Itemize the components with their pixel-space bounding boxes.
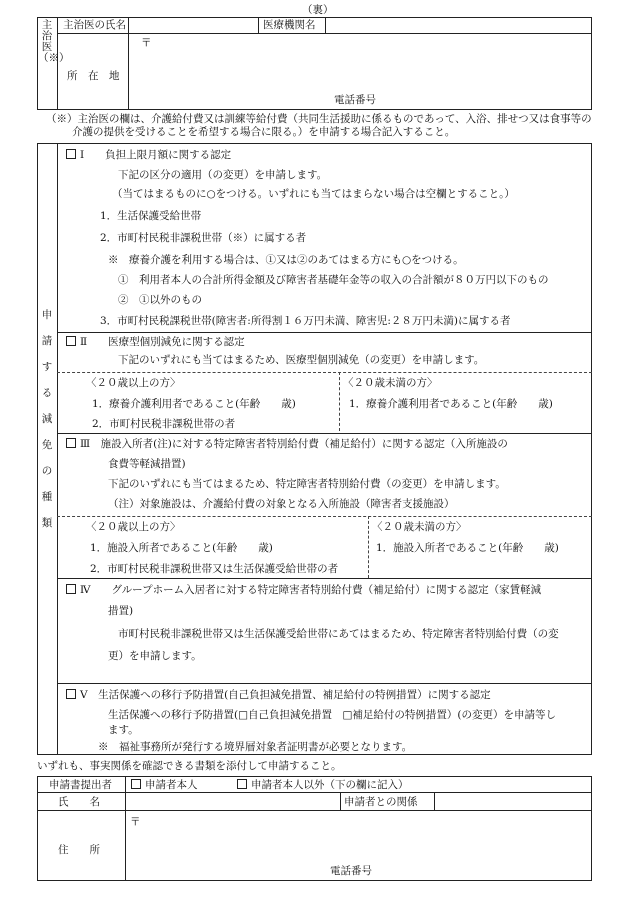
relation-label: 申請者との関係: [344, 796, 418, 808]
applicant-name-label: 氏 名: [58, 796, 100, 808]
physician-name-label: 主治医の氏名: [63, 19, 126, 31]
sec5-checkbox[interactable]: [66, 689, 76, 699]
sec4-title-text: Ⅳ グループホーム入居者に対する特定障害者特別給付費（補足給付）に関する認定（家賃軽減: [80, 584, 542, 596]
sec1-line2: （当てはまるものに○をつける。いずれにも当てはまらない場合は空欄とすること。）: [112, 188, 515, 200]
sec2-left1: 1．療養介護利用者であること(年齢 歳): [92, 398, 296, 410]
submitter-label: 申請書提出者: [49, 779, 112, 791]
sec2-left2: 2．市町村民税非課税世帯の者: [92, 418, 236, 430]
sec5-title-text: Ⅴ 生活保護への移行予防措置(自己負担減免措置、補足給付の特例措置）に関する認定: [80, 689, 491, 701]
sec4-line2: 更）を申請します。: [108, 650, 202, 662]
opt-self[interactable]: [131, 779, 198, 792]
sec3-right1: 1．施設入所者であること(年齢 歳): [376, 542, 559, 554]
sec3-left1: 1．施設入所者であること(年齢 歳): [90, 542, 273, 554]
sec5-title: [66, 689, 491, 702]
physician-side-label: 主治医（※）: [38, 19, 70, 65]
sec1-title-text: Ⅰ 負担上限月額に関する認定: [80, 149, 232, 161]
opt-self-checkbox[interactable]: [131, 779, 141, 789]
sec1-note: ※ 療養介護を利用する場合は、①又は②のあてはまる方にも○をつける。: [108, 254, 464, 266]
sec1-sub1: ① 利用者本人の合計所得金額及び障害者基礎年金等の収入の合計額が８０万円以下のもの: [118, 274, 549, 286]
applicant-postal-mark: 〒: [130, 816, 141, 828]
sec3-title-text: Ⅲ 施設入所者(注)に対する特定障害者特別給付費（補足給付）に関する認定（入所施設の: [80, 438, 508, 450]
sec2-title: [66, 336, 245, 349]
sec5-line2: ます。: [108, 724, 139, 736]
sec3-left-head: 〈２０歳以上の方〉: [86, 521, 181, 533]
opt-other-label: 申請者本人以外（下の欄に記入）: [251, 779, 409, 791]
sec3-left2: 2．市町村民税非課税世帯又は生活保護受給世帯の者: [90, 563, 339, 575]
facility-label: 医療機関名: [263, 19, 316, 31]
opt-other-checkbox[interactable]: [237, 779, 247, 789]
sec2-right-head: 〈２０歳未満の方〉: [343, 377, 438, 389]
sec2-line1: 下記のいずれにも当てはまるため、医療型個別減免（の変更）を申請します。: [118, 354, 485, 366]
sec4-title: [66, 584, 541, 597]
reduction-side-label: 申請する減免の種類: [41, 309, 53, 529]
sec3-title: [66, 438, 508, 451]
applicant-phone-label: 電話番号: [330, 865, 372, 877]
sec1-checkbox[interactable]: [66, 149, 76, 159]
sec1-item3: 3．市町村民税課税世帯(障害者:所得割１６万円未満、障害児:２８万円未満)に属する者: [100, 315, 511, 327]
sec2-right1: 1．療養介護利用者であること(年齢 歳): [349, 398, 553, 410]
sec2-checkbox[interactable]: [66, 336, 76, 346]
sec2-left-head: 〈２０歳以上の方〉: [86, 377, 181, 389]
sec1-sub2: ② ①以外のもの: [118, 294, 202, 306]
sec4-title2: 措置): [108, 605, 134, 617]
page-title: （裏）: [302, 4, 334, 16]
sec2-title-text: Ⅱ 医療型個別減免に関する認定: [80, 336, 245, 348]
sec1-line1: 下記の区分の適用（の変更）を申請します。: [118, 169, 328, 181]
physician-phone-label: 電話番号: [334, 94, 376, 106]
physician-address-label: 所 在 地: [67, 70, 120, 82]
sec4-line1: 市町村民税非課税世帯又は生活保護受給世帯にあてはまるため、特定障害者特別給付費（の変: [118, 628, 559, 640]
sec3-line1: 下記のいずれにも当てはまるため、特定障害者特別給付費（の変更）を申請します。: [108, 478, 506, 490]
sec4-checkbox[interactable]: [66, 584, 76, 594]
applicant-address-label: 住 所: [58, 844, 100, 856]
opt-other[interactable]: [237, 779, 409, 792]
sec1-title: [66, 149, 231, 162]
sec3-note: （注）対象施設は、介護給付費の対象となる入所施設（障害者支援施設）: [108, 498, 455, 510]
physician-note: （※）主治医の欄は、介護給付費又は訓練等給付費（共同生活援助に係るものであって、入浴、排せつ又は食事等の介護の提供を受けることを希望する場合に限る。）を申請する場合記入すること。: [46, 113, 592, 139]
sec1-item1: 1．生活保護受給世帯: [100, 210, 202, 222]
sec3-checkbox[interactable]: [66, 438, 76, 448]
sec5-line1: 生活保護への移行予防措置(□自己負担減免措置 □補足給付の特例措置）(の変更）を申請等し: [108, 709, 557, 721]
physician-postal-mark: 〒: [141, 37, 152, 49]
sec1-item2: 2．市町村民税非課税世帯（※）に属する者: [100, 232, 307, 244]
sec5-note: ※ 福祉事務所が発行する境界層対象者証明書が必要となります。: [98, 741, 413, 753]
sec3-title2: 食費等軽減措置): [108, 458, 186, 470]
opt-self-label: 申請者本人: [145, 779, 198, 791]
sec3-right-head: 〈２０歳未満の方〉: [372, 521, 467, 533]
attach-note: いずれも、事実関係を確認できる書類を添付して申請すること。: [37, 760, 342, 772]
